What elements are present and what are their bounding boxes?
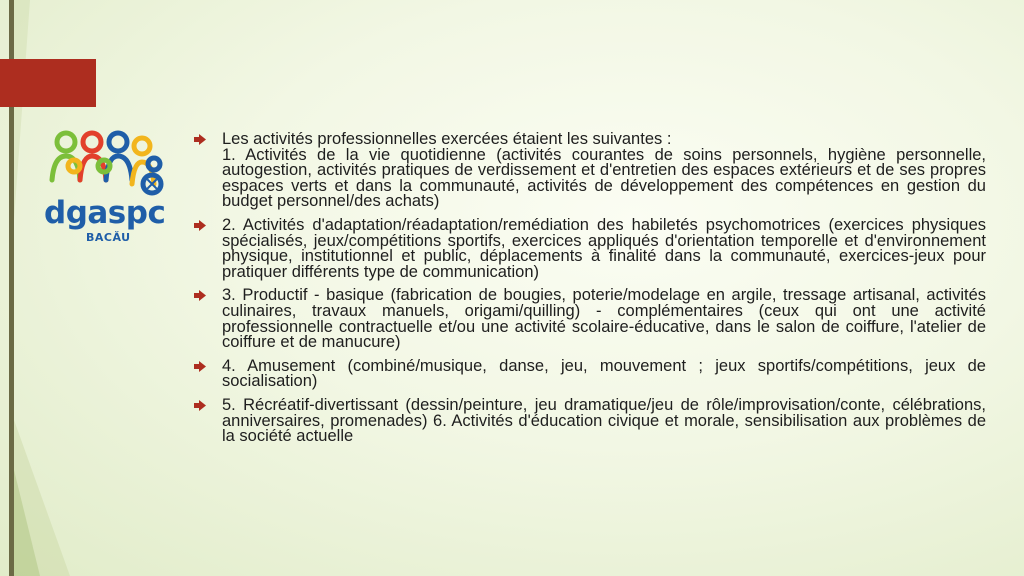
bullet-list (192, 132, 986, 453)
list-item (192, 132, 986, 210)
accent-tab (0, 59, 96, 107)
list-item (192, 356, 986, 391)
bullet-text: 1. Activités de la vie quotidienne (activités courantes de soins personnels, hygiène personnelle, autogestion, activités pratiques de verdissement et d'entretien des espaces extérieurs et de ses propres espaces verts et dans la communauté, activités de développement des compétences en gestion du budget personnel/des achats) (222, 145, 986, 211)
bullet-text: 4. Amusement (combiné/musique, danse, jeu, mouvement ; jeux sportifs/compétitions, jeux de socialisation) (222, 356, 986, 391)
arrow-bullet-icon (194, 134, 206, 145)
arrow-bullet-icon (194, 220, 206, 231)
list-item (192, 215, 986, 281)
bullet-text: 5. Récréatif-divertissant (dessin/peinture, jeu dramatique/jeu de rôle/improvisation/conte, célébrations, anniversaires, promenades) 6. Activités d'éducation civique et morale, sensibilisation aux problèmes de la société actuelle (222, 395, 986, 446)
bullet-text: Les activités professionnelles exercées étaient les suivantes : (222, 130, 672, 148)
list-item (192, 288, 986, 350)
logo-wordmark: dgaspc (44, 195, 166, 231)
bullet-text: 2. Activités d'adaptation/réadaptation/remédiation des habiletés psychomotrices (exercices physiques spécialisés, jeux/compétitions sportifs, exercices appliqués d'orientation temporelle et d'environnement physique, institutionnel et public, déplacements à finalité dans la communauté, exercices-jeux pour pratiquer différents type de communication) (222, 215, 986, 281)
list-item (192, 395, 986, 446)
arrow-bullet-icon (194, 290, 206, 301)
arrow-bullet-icon (194, 400, 206, 411)
logo-subtitle: BACĂU (86, 231, 131, 244)
bullet-text: 3. Productif - basique (fabrication de bougies, poterie/modelage en argile, tressage artisanal, activités culinaires, travaux manuels, origami/quilling) - complémentaires (ceux qui ont une activité professionnelle contractuelle et/ou une activité scolaire-éducative, dans le salon de coiffure, l'atelier de coiffure et de manucure) (222, 286, 986, 352)
arrow-bullet-icon (194, 361, 206, 372)
